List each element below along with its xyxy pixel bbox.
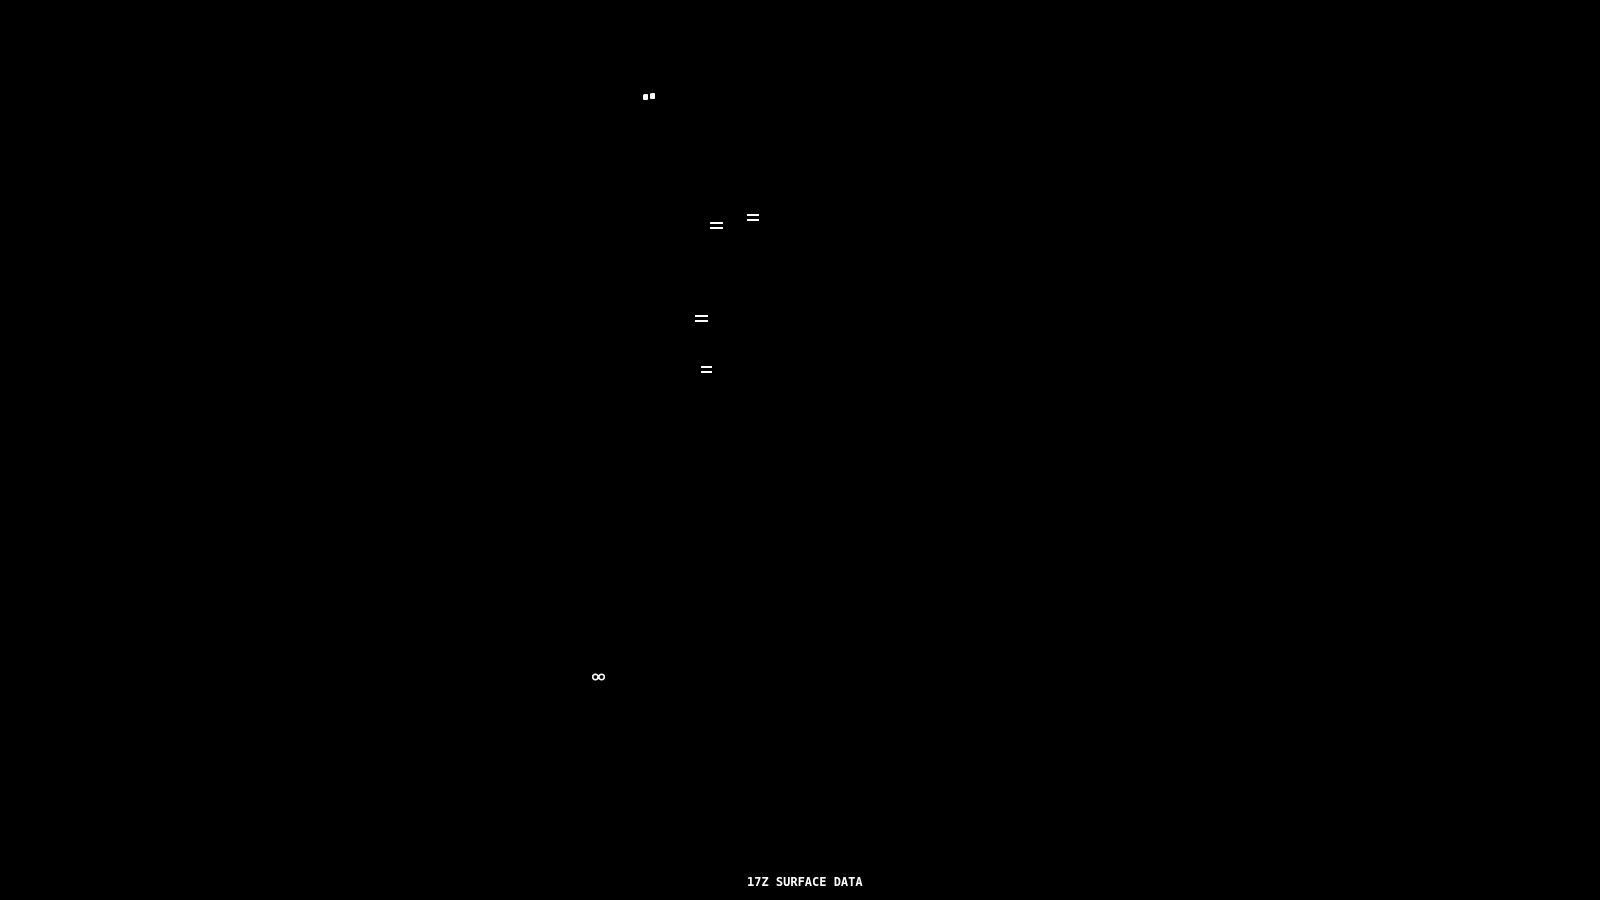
mist-line-icon bbox=[701, 366, 712, 368]
mist-line-icon bbox=[710, 227, 723, 229]
mist-line-icon bbox=[695, 315, 708, 317]
mist-symbol bbox=[710, 222, 723, 229]
mist-symbol bbox=[747, 214, 759, 221]
mist-symbol bbox=[695, 315, 708, 322]
mist-line-icon bbox=[695, 320, 708, 322]
mist-symbol bbox=[701, 366, 712, 373]
mist-line-icon bbox=[747, 219, 759, 221]
mist-line-icon bbox=[747, 214, 759, 216]
mist-line-icon bbox=[701, 371, 712, 373]
mist-line-icon bbox=[710, 222, 723, 224]
light-rain-symbol bbox=[643, 93, 655, 100]
rain-dot-icon bbox=[643, 94, 648, 100]
rain-dot-icon bbox=[650, 93, 655, 99]
map-caption: 17Z SURFACE DATA bbox=[747, 875, 863, 889]
haze-symbol bbox=[592, 667, 605, 686]
haze-infinity-icon bbox=[592, 672, 605, 682]
